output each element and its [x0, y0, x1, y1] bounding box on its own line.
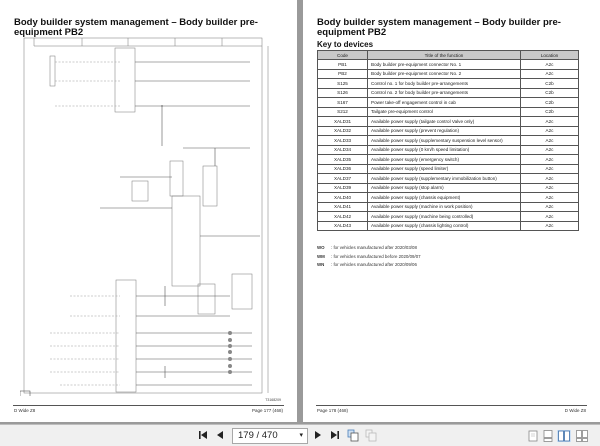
cell-code: XALD40 — [318, 193, 368, 203]
cell-title: Body builder pre-equipment connector No. 2 — [368, 69, 521, 79]
note-item — [317, 244, 421, 253]
cell-code: S125 — [318, 79, 368, 89]
prev-page-icon — [215, 429, 225, 441]
cell-title: Control no. 2 for body builder pre-arrangements — [368, 88, 521, 98]
table-row — [318, 202, 579, 212]
cell-location: A2c — [521, 164, 579, 174]
first-page-icon — [197, 429, 209, 441]
cell-code: XALD37 — [318, 174, 368, 184]
table-row — [318, 193, 579, 203]
cell-code: XALD39 — [318, 183, 368, 193]
cell-code: PB2 — [318, 69, 368, 79]
cell-title: Control no. 1 for body builder pre-arrangements — [368, 79, 521, 89]
cell-code: S167 — [318, 98, 368, 108]
first-page-button[interactable] — [196, 429, 210, 443]
two-page-view-icon[interactable] — [557, 430, 571, 442]
next-page-icon — [313, 429, 323, 441]
cell-code: XALD35 — [318, 155, 368, 165]
cell-location: C2b — [521, 98, 579, 108]
cell-title: Available power supply (machine in work position) — [368, 202, 521, 212]
paste-icon — [365, 429, 377, 442]
cell-title: Available power supply (supplementary immobilization button) — [368, 174, 521, 184]
cell-title: Available power supply (stop alarm) — [368, 183, 521, 193]
cell-location: A2c — [521, 145, 579, 155]
wiring-diagram — [20, 36, 282, 396]
last-page-button[interactable] — [328, 429, 342, 443]
cell-location: A2c — [521, 193, 579, 203]
table-row — [318, 69, 579, 79]
note-text: : for vehicles manufactured after 2020/09/06 — [331, 262, 417, 267]
cell-title: Available power supply (tailgate control Valve only) — [368, 117, 521, 127]
cell-location: A2c — [521, 212, 579, 222]
page-indicator: 179 / 470 — [238, 430, 278, 441]
table-row — [318, 117, 579, 127]
cell-code: XALD31 — [318, 117, 368, 127]
table-row — [318, 98, 579, 108]
cell-location: A2c — [521, 183, 579, 193]
footer-divider — [316, 405, 587, 406]
cell-code: XALD33 — [318, 136, 368, 146]
cell-code: XALD41 — [318, 202, 368, 212]
cell-location: A2c — [521, 155, 579, 165]
cell-location: C2b — [521, 88, 579, 98]
page-title: Body builder system management – Body builder pre-equipment PB2 — [14, 17, 258, 38]
cell-location: A2c — [521, 136, 579, 146]
cell-location: A2c — [521, 202, 579, 212]
two-page-continuous-view-icon[interactable] — [575, 430, 589, 442]
table-row — [318, 126, 579, 136]
table-row — [318, 79, 579, 89]
table-row — [318, 183, 579, 193]
page-dropdown-icon[interactable]: ▾ — [299, 432, 303, 439]
footer-model: D Wide Z8 — [14, 408, 36, 413]
table-row — [318, 164, 579, 174]
note-text: : for vehicles manufactured after 2020/03/08 — [331, 245, 417, 250]
cell-code: XALD34 — [318, 145, 368, 155]
section-title: Key to devices — [317, 40, 374, 49]
cell-code: S126 — [318, 88, 368, 98]
cell-location: A2c — [521, 69, 579, 79]
table-row — [318, 60, 579, 70]
column-header-title: Title of the function — [368, 51, 521, 60]
last-page-icon — [329, 429, 341, 441]
copy-icon — [347, 429, 359, 442]
abbreviation-notes — [317, 244, 421, 270]
cell-code: S212 — [318, 107, 368, 117]
left-page — [0, 0, 297, 422]
note-item — [317, 261, 421, 270]
single-page-view-icon[interactable] — [528, 430, 538, 442]
footer-model: D Wide Z8 — [564, 408, 586, 413]
column-header-code: Code — [318, 51, 368, 60]
copy-button[interactable] — [346, 429, 360, 443]
cell-location: C2b — [521, 79, 579, 89]
cell-title: Available power supply (0 km/h speed limitation) — [368, 145, 521, 155]
table-row — [318, 155, 579, 165]
devices-table — [317, 50, 579, 231]
cell-location: A2c — [521, 117, 579, 127]
cell-code: XALD36 — [318, 164, 368, 174]
cell-title: Available power supply (chassis equipment) — [368, 193, 521, 203]
cell-location: A2c — [521, 60, 579, 70]
cell-code: XALD32 — [318, 126, 368, 136]
cell-location: A2c — [521, 221, 579, 231]
footer-page-number: Page 177 (468) — [251, 408, 283, 413]
cell-location: A2c — [521, 174, 579, 184]
table-row — [318, 136, 579, 146]
previous-page-button[interactable] — [214, 429, 226, 443]
cell-title: Available power supply (supplementary suspension level sensor) — [368, 136, 521, 146]
note-abbreviation: WO — [317, 245, 325, 250]
page-title: Body builder system management – Body builder pre-equipment PB2 — [317, 17, 561, 38]
cell-title: Available power supply (prevent regulation) — [368, 126, 521, 136]
cell-location: C2b — [521, 107, 579, 117]
table-row — [318, 221, 579, 231]
table-row — [318, 212, 579, 222]
right-page — [303, 0, 600, 422]
cell-title: Tailgate pre-equipment control — [368, 107, 521, 117]
note-item — [317, 253, 421, 262]
table-header-row — [318, 51, 579, 60]
note-text: : for vehicles manufactured before 2020/09/07 — [331, 253, 421, 259]
cell-title: Available power supply (machine being controlled) — [368, 212, 521, 222]
footer-divider — [13, 405, 284, 406]
navigation-toolbar — [0, 424, 600, 446]
cell-code: XALD42 — [318, 212, 368, 222]
cell-title: Body builder pre-equipment connector No. 1 — [368, 60, 521, 70]
cell-title: Available power supply (speed limiter) — [368, 164, 521, 174]
footer-page-number: Page 178 (468) — [317, 408, 349, 413]
diagram-code: T3168209 — [265, 398, 281, 402]
next-page-button[interactable] — [312, 429, 324, 443]
continuous-view-icon[interactable] — [543, 430, 553, 442]
note-abbreviation: WN — [317, 262, 325, 267]
note-abbreviation: WM — [317, 253, 325, 259]
cell-title: Power take-off engagement control in cab — [368, 98, 521, 108]
cell-title: Available power supply (chassis lighting control) — [368, 221, 521, 231]
cell-code: XALD43 — [318, 221, 368, 231]
cell-location: A2c — [521, 126, 579, 136]
table-row — [318, 88, 579, 98]
table-row — [318, 145, 579, 155]
paste-button[interactable] — [364, 429, 378, 443]
cell-title: Available power supply (emergency switch) — [368, 155, 521, 165]
table-row — [318, 174, 579, 184]
page-number-input[interactable] — [232, 428, 308, 444]
column-header-location: Location — [521, 51, 579, 60]
cell-code: PB1 — [318, 60, 368, 70]
table-row — [318, 107, 579, 117]
